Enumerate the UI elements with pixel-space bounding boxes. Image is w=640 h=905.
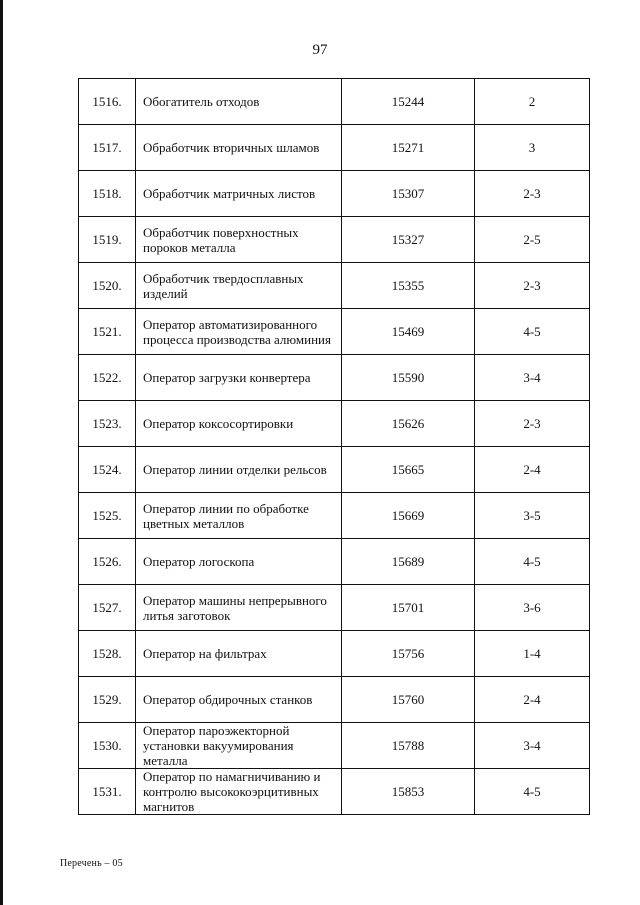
row-number: 1518. [79, 171, 136, 217]
table-row [79, 677, 590, 723]
profession-code: 15307 [342, 171, 475, 217]
table-body [79, 79, 590, 815]
profession-name: Оператор обдирочных станков [136, 677, 342, 723]
grade-range: 4-5 [475, 539, 590, 585]
scan-left-edge [0, 0, 3, 905]
profession-code: 15701 [342, 585, 475, 631]
profession-table [78, 78, 590, 815]
table-row [79, 309, 590, 355]
grade-range: 3 [475, 125, 590, 171]
row-number: 1522. [79, 355, 136, 401]
table-row [79, 539, 590, 585]
profession-name: Обогатитель отходов [136, 79, 342, 125]
profession-code: 15327 [342, 217, 475, 263]
grade-range: 2-5 [475, 217, 590, 263]
table-row [79, 217, 590, 263]
profession-name: Оператор пароэжекторной установки вакуумирования металла [136, 723, 342, 769]
grade-range: 4-5 [475, 769, 590, 815]
table-row [79, 263, 590, 309]
row-number: 1524. [79, 447, 136, 493]
table-row [79, 125, 590, 171]
profession-code: 15626 [342, 401, 475, 447]
grade-range: 3-5 [475, 493, 590, 539]
row-number: 1529. [79, 677, 136, 723]
profession-code: 15669 [342, 493, 475, 539]
row-number: 1517. [79, 125, 136, 171]
grade-range: 2-3 [475, 401, 590, 447]
profession-name: Оператор по намагничиванию и контролю высококоэрцитивных магнитов [136, 769, 342, 815]
profession-name: Обработчик поверхностных пороков металла [136, 217, 342, 263]
profession-name: Оператор загрузки конвертера [136, 355, 342, 401]
row-number: 1526. [79, 539, 136, 585]
grade-range: 4-5 [475, 309, 590, 355]
profession-code: 15853 [342, 769, 475, 815]
row-number: 1523. [79, 401, 136, 447]
document-footer: Перечень – 05 [60, 858, 123, 869]
grade-range: 2-4 [475, 677, 590, 723]
table-row [79, 401, 590, 447]
profession-code: 15756 [342, 631, 475, 677]
profession-name: Оператор коксосортировки [136, 401, 342, 447]
grade-range: 2-4 [475, 447, 590, 493]
grade-range: 3-4 [475, 723, 590, 769]
grade-range: 2-3 [475, 171, 590, 217]
table-row [79, 585, 590, 631]
profession-name: Обработчик вторичных шламов [136, 125, 342, 171]
profession-code: 15760 [342, 677, 475, 723]
row-number: 1516. [79, 79, 136, 125]
row-number: 1530. [79, 723, 136, 769]
table-row [79, 723, 590, 769]
profession-code: 15788 [342, 723, 475, 769]
table-row [79, 493, 590, 539]
profession-name: Оператор автоматизированного процесса производства алюминия [136, 309, 342, 355]
profession-code: 15469 [342, 309, 475, 355]
row-number: 1519. [79, 217, 136, 263]
profession-code: 15244 [342, 79, 475, 125]
row-number: 1521. [79, 309, 136, 355]
table-row [79, 769, 590, 815]
profession-code: 15689 [342, 539, 475, 585]
table-row [79, 631, 590, 677]
table-row [79, 79, 590, 125]
row-number: 1528. [79, 631, 136, 677]
profession-code: 15590 [342, 355, 475, 401]
row-number: 1520. [79, 263, 136, 309]
grade-range: 2 [475, 79, 590, 125]
row-number: 1525. [79, 493, 136, 539]
table-row [79, 171, 590, 217]
grade-range: 1-4 [475, 631, 590, 677]
table-row [79, 355, 590, 401]
profession-code: 15665 [342, 447, 475, 493]
grade-range: 2-3 [475, 263, 590, 309]
profession-code: 15271 [342, 125, 475, 171]
profession-name: Оператор машины непрерывного литья заготовок [136, 585, 342, 631]
profession-code: 15355 [342, 263, 475, 309]
profession-name: Оператор линии по обработке цветных металлов [136, 493, 342, 539]
profession-name: Обработчик матричных листов [136, 171, 342, 217]
profession-name: Оператор линии отделки рельсов [136, 447, 342, 493]
grade-range: 3-4 [475, 355, 590, 401]
profession-name: Обработчик твердосплавных изделий [136, 263, 342, 309]
row-number: 1531. [79, 769, 136, 815]
grade-range: 3-6 [475, 585, 590, 631]
row-number: 1527. [79, 585, 136, 631]
profession-name: Оператор логоскопа [136, 539, 342, 585]
page-number: 97 [312, 42, 328, 58]
profession-name: Оператор на фильтрах [136, 631, 342, 677]
table-row [79, 447, 590, 493]
